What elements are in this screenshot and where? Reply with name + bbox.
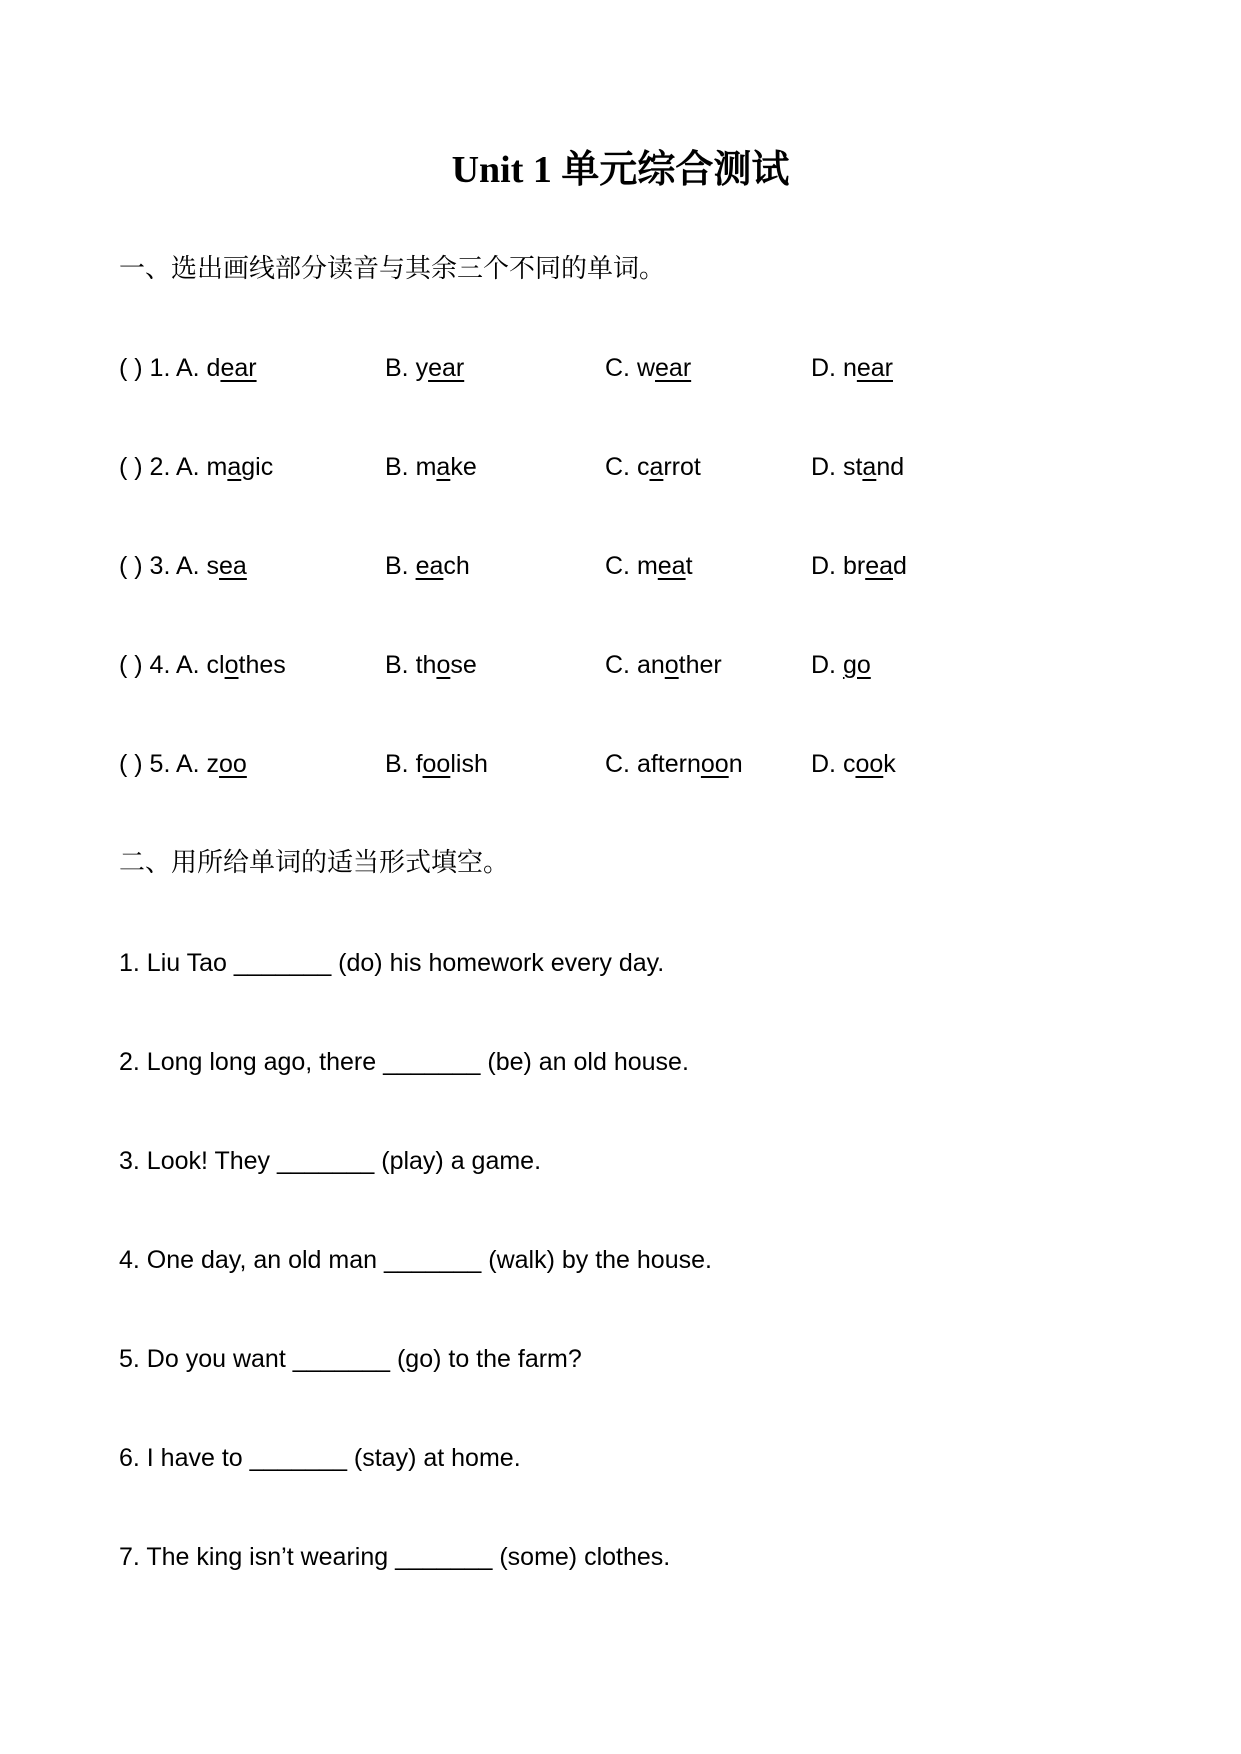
underlined-letters: ea xyxy=(865,552,893,580)
section-2-heading: 二、用所给单词的适当形式填空。 xyxy=(119,848,510,878)
pronunciation-question-5 xyxy=(0,746,1241,782)
option-d: D. bread xyxy=(811,552,907,580)
page-title: Unit 1 单元综合测试 xyxy=(451,149,790,191)
option-a: ( ) 5. A. zoo xyxy=(119,750,247,778)
underlined-letters: go xyxy=(842,651,871,679)
underlined-letters: ea xyxy=(415,552,444,580)
underlined-letters: ear xyxy=(428,354,465,382)
pronunciation-question-4 xyxy=(0,647,1241,683)
underlined-letters: o xyxy=(664,651,679,679)
option-a: ( ) 1. A. dear xyxy=(119,354,257,382)
underlined-letters: a xyxy=(436,453,451,481)
pronunciation-question-2 xyxy=(0,449,1241,485)
fill-blank-item-5: 5. Do you want _______ (go) to the farm? xyxy=(119,1345,582,1373)
underlined-letters: oo xyxy=(219,750,247,778)
option-b: B. each xyxy=(385,552,470,580)
option-b: B. make xyxy=(385,453,477,481)
pronunciation-question-3 xyxy=(0,548,1241,584)
fill-blank-item-7: 7. The king isn’t wearing _______ (some) clothes. xyxy=(119,1543,671,1571)
underlined-letters: oo xyxy=(700,750,729,778)
underlined-letters: a xyxy=(862,453,877,481)
underlined-letters: a xyxy=(227,453,242,481)
underlined-letters: ea xyxy=(657,552,686,580)
underlined-letters: ear xyxy=(655,354,692,382)
fill-blank-item-1: 1. Liu Tao _______ (do) his homework every day. xyxy=(119,949,665,977)
pronunciation-question-1 xyxy=(0,350,1241,386)
section-1-heading: 一、选出画线部分读音与其余三个不同的单词。 xyxy=(119,254,666,284)
underlined-letters: ear xyxy=(220,354,257,382)
underlined-letters: o xyxy=(436,651,451,679)
option-b: B. year xyxy=(385,354,465,382)
option-c: C. another xyxy=(605,651,722,679)
option-c: C. meat xyxy=(605,552,693,580)
option-c: C. wear xyxy=(605,354,692,382)
underlined-letters: ear xyxy=(856,354,893,382)
underlined-letters: o xyxy=(224,651,239,679)
option-b: B. those xyxy=(385,651,477,679)
fill-blank-item-4: 4. One day, an old man _______ (walk) by the house. xyxy=(119,1246,712,1274)
option-d: D. go xyxy=(811,651,871,679)
fill-blank-item-3: 3. Look! They _______ (play) a game. xyxy=(119,1147,542,1175)
option-c: C. afternoon xyxy=(605,750,743,778)
option-d: D. near xyxy=(811,354,893,382)
option-d: D. stand xyxy=(811,453,905,481)
underlined-letters: oo xyxy=(422,750,451,778)
option-a: ( ) 2. A. magic xyxy=(119,453,274,481)
option-a: ( ) 3. A. sea xyxy=(119,552,247,580)
fill-blank-item-2: 2. Long long ago, there _______ (be) an old house. xyxy=(119,1048,689,1076)
option-d: D. cook xyxy=(811,750,896,778)
option-a: ( ) 4. A. clothes xyxy=(119,651,286,679)
underlined-letters: ea xyxy=(219,552,247,580)
option-c: C. carrot xyxy=(605,453,701,481)
underlined-letters: oo xyxy=(855,750,884,778)
fill-blank-item-6: 6. I have to _______ (stay) at home. xyxy=(119,1444,521,1472)
option-b: B. foolish xyxy=(385,750,488,778)
underlined-letters: a xyxy=(649,453,664,481)
